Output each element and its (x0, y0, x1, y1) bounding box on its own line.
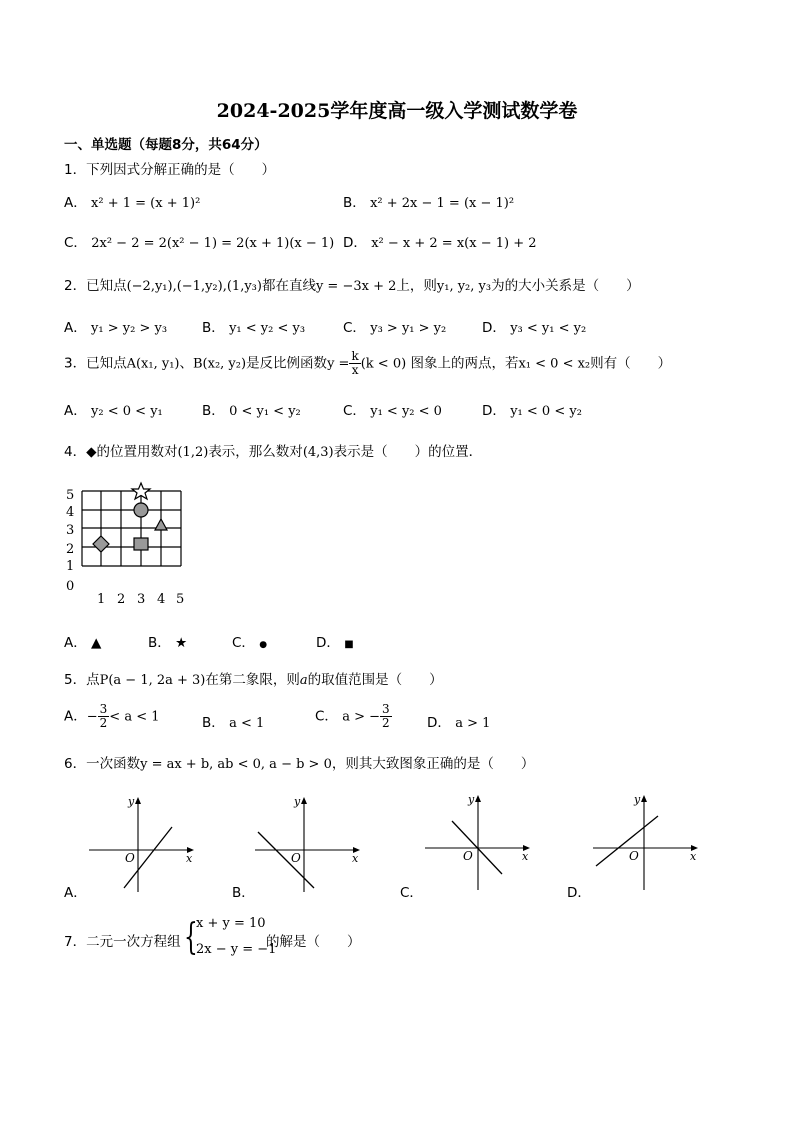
q2-option-c (343, 316, 446, 336)
q5-a-num: 3 (99, 702, 108, 716)
origin-label: O (463, 849, 473, 863)
q2-stem (64, 274, 640, 294)
q1-option-d (343, 231, 536, 251)
q5-c-fraction (380, 703, 392, 730)
circle-shape (134, 503, 148, 517)
y-axis-arrow (135, 797, 141, 804)
q2-stem-c: 上，则 (396, 278, 437, 294)
q4-stem-b: 表示，那么数对 (208, 444, 303, 460)
y-axis-arrow (475, 795, 481, 802)
q2-option-a (64, 316, 167, 336)
q6-option-d: D． (567, 885, 591, 901)
q2-stem-b: 都在直线 (261, 278, 316, 294)
q4-stem (64, 440, 482, 460)
q2-vars: y₁, y₂, y₃ (436, 279, 492, 294)
y-axis-arrow (301, 797, 307, 804)
q3-point-a: A(x₁, y₁) (126, 356, 180, 372)
y-label: y (468, 793, 475, 806)
q2-d-label: D． (482, 320, 506, 336)
q6-func: y = ax + b, ab < 0, a − b > 0 (140, 757, 332, 772)
q6-graph-b (252, 790, 364, 892)
q2-a-math: y₁ > y₂ > y₃ (91, 321, 168, 336)
circle-icon: ● (259, 640, 268, 650)
q4-x-labels (97, 592, 184, 607)
y-label: y (128, 795, 135, 808)
q4-y-labels (66, 488, 74, 594)
q4-option-b (148, 631, 187, 651)
q3-point-b: B(x₂, y₂) (193, 356, 247, 372)
q4-stem-c: 表示是（ ）的位置． (333, 444, 483, 460)
q5-stem-a: 5．点 (64, 672, 100, 688)
section-heading: 一、单选题（每题8分，共64分） (64, 137, 268, 153)
q1-option-b (343, 191, 514, 211)
q5-c-pre: a > − (342, 709, 381, 725)
square-icon: ■ (344, 639, 354, 650)
q3-a-label: A． (64, 403, 87, 419)
q4-option-d (316, 631, 354, 651)
q4-x-label: 2 (117, 592, 126, 607)
q5-stem-c: 的取值范围是（ ） (307, 672, 443, 688)
q3-c-math: y₁ < y₂ < 0 (370, 404, 442, 419)
q1-b-math: x² + 2x − 1 = (x − 1)² (370, 196, 515, 211)
function-line (258, 832, 314, 888)
q3-stem-d: 则有（ ） (590, 355, 672, 372)
q2-d-math: y₃ < y₁ < y₂ (510, 321, 587, 336)
q5-d-label: D． (427, 715, 451, 731)
q6-stem-a: 6．一次函数 (64, 756, 141, 772)
x-label: x (690, 850, 697, 863)
x-label: x (522, 850, 529, 863)
q7-eq1: x + y = 10 (196, 916, 266, 931)
q4-y-label: 1 (66, 559, 75, 574)
q4-x-label: 4 (157, 592, 166, 607)
q5-b-math: a < 1 (229, 716, 265, 731)
q6-graph-a (86, 790, 198, 892)
q3-a-math: y₂ < 0 < y₁ (91, 404, 163, 419)
q3-stem-c: 图象上的两点，若 (410, 355, 519, 372)
q6-stem (64, 752, 534, 772)
function-line (596, 816, 658, 866)
q3-option-b (202, 399, 301, 419)
q4-grid-figure (62, 480, 192, 610)
q5-var: a (299, 673, 308, 688)
q5-a-pre: − (86, 709, 98, 725)
triangle-shape (155, 519, 167, 530)
q1-c-label: C． (64, 235, 87, 251)
q3-func-left: y = (327, 356, 350, 372)
q6-graph-c (422, 788, 534, 890)
q1-d-math: x² − x + 2 = x(x − 1) + 2 (371, 236, 537, 251)
q3-stem-a: 3．已知点 (64, 355, 127, 372)
q3-fraction (349, 350, 360, 377)
q4-a-label: A． (64, 635, 87, 651)
q2-points: (−2,y₁),(−1,y₂),(1,y₃) (126, 279, 262, 294)
q6-graph-d (590, 788, 702, 890)
q1-a-math: x² + 1 = (x + 1)² (91, 196, 201, 211)
q4-x-label: 3 (137, 592, 146, 607)
q5-a-den: 2 (99, 716, 108, 730)
q2-option-b (202, 316, 305, 336)
q4-x-label: 5 (176, 592, 185, 607)
q4-x-label: 1 (97, 592, 106, 607)
q3-sep: 、 (179, 355, 193, 372)
q5-a-fraction (98, 703, 110, 730)
q5-a-label: A． (64, 708, 87, 725)
q4-y-label: 4 (66, 505, 75, 520)
q5-option-a (64, 703, 160, 730)
q3-d-math: y₁ < 0 < y₂ (510, 404, 582, 419)
q5-d-math: a > 1 (455, 716, 491, 731)
q5-point: P(a − 1, 2a + 3) (99, 673, 206, 688)
q4-y-label: 0 (66, 579, 75, 594)
q1-stem: 1．下列因式分解正确的是（ ） (64, 162, 276, 178)
q2-c-label: C． (343, 320, 366, 336)
y-axis-arrow (641, 795, 647, 802)
q1-c-math: 2x² − 2 = 2(x² − 1) = 2(x + 1)(x − 1) (91, 236, 335, 251)
q5-c-den: 2 (382, 716, 390, 730)
q3-frac-den: x (351, 363, 359, 377)
q5-a-post: < a < 1 (109, 709, 160, 725)
q4-y-label: 2 (66, 542, 75, 557)
q3-stem-b: 是反比例函数 (246, 355, 328, 372)
q5-c-label: C． (315, 708, 338, 725)
q2-stem-a: 2．已知点 (64, 278, 127, 294)
origin-label: O (291, 851, 301, 865)
q1-a-label: A． (64, 195, 87, 211)
q4-d-label: D． (316, 635, 340, 651)
q7-stem-b: 的解是（ ） (266, 934, 361, 950)
q2-option-d (482, 316, 586, 336)
q1-b-label: B． (343, 195, 366, 211)
q6-option-c: C． (400, 885, 423, 901)
q7-stem-a: 7．二元一次方程组 (64, 934, 181, 950)
q6-option-b: B． (232, 885, 255, 901)
q3-func-cond: (k < 0) (360, 356, 407, 372)
q7-eq2: 2x − y = −1 (196, 942, 277, 957)
q2-b-math: y₁ < y₂ < y₃ (229, 321, 306, 336)
q2-stem-d: 为的大小关系是（ ） (491, 278, 640, 294)
q4-option-a (64, 631, 101, 651)
q4-y-label: 3 (66, 523, 75, 538)
origin-label: O (125, 851, 135, 865)
star-icon: ★ (175, 635, 188, 651)
q3-b-math: 0 < y₁ < y₂ (229, 404, 301, 419)
q3-option-a (64, 399, 163, 419)
origin-label: O (629, 849, 639, 863)
q2-a-label: A． (64, 320, 87, 336)
q3-frac-num: k (351, 349, 359, 363)
q4-b-label: B． (148, 635, 171, 651)
page-title: 2024-2025学年度高一级入学测试数学卷 (216, 100, 578, 122)
y-label: y (634, 793, 641, 806)
q6-option-a: A． (64, 885, 87, 901)
q5-option-b (202, 711, 264, 731)
q5-option-c (315, 703, 392, 730)
q4-pair1: (1,2) (177, 445, 209, 460)
q5-stem-b: 在第二象限，则 (205, 672, 300, 688)
q5-b-label: B． (202, 715, 225, 731)
q1-option-a (64, 191, 200, 211)
q2-c-math: y₃ > y₁ > y₂ (370, 321, 447, 336)
diamond-shape (93, 536, 109, 552)
q2-b-label: B． (202, 320, 225, 336)
q5-stem (64, 668, 443, 688)
q3-d-label: D． (482, 403, 506, 419)
q4-option-c (232, 631, 267, 651)
q3-option-d (482, 399, 582, 419)
q3-b-label: B． (202, 403, 225, 419)
triangle-icon: ▲ (91, 635, 102, 651)
q5-option-d (427, 711, 490, 731)
x-label: x (352, 852, 359, 865)
q4-pair2: (4,3) (302, 445, 334, 460)
q6-stem-b: ，则其大致图象正确的是（ ） (331, 756, 535, 772)
q5-c-num: 3 (382, 702, 390, 716)
q1-option-c (64, 231, 334, 251)
q4-c-label: C． (232, 635, 255, 651)
q1-d-label: D． (343, 235, 367, 251)
q4-stem-a: 4．◆的位置用数对 (64, 444, 178, 460)
q3-option-c (343, 399, 442, 419)
y-label: y (294, 795, 301, 808)
q4-y-label: 5 (66, 488, 75, 503)
square-shape (134, 538, 148, 550)
q2-line: y = −3x + 2 (315, 279, 397, 294)
q7-brace: { (184, 917, 198, 958)
q3-c-label: C． (343, 403, 366, 419)
q3-cond: x₁ < 0 < x₂ (518, 356, 591, 372)
x-label: x (186, 852, 193, 865)
q3-stem (64, 350, 671, 377)
